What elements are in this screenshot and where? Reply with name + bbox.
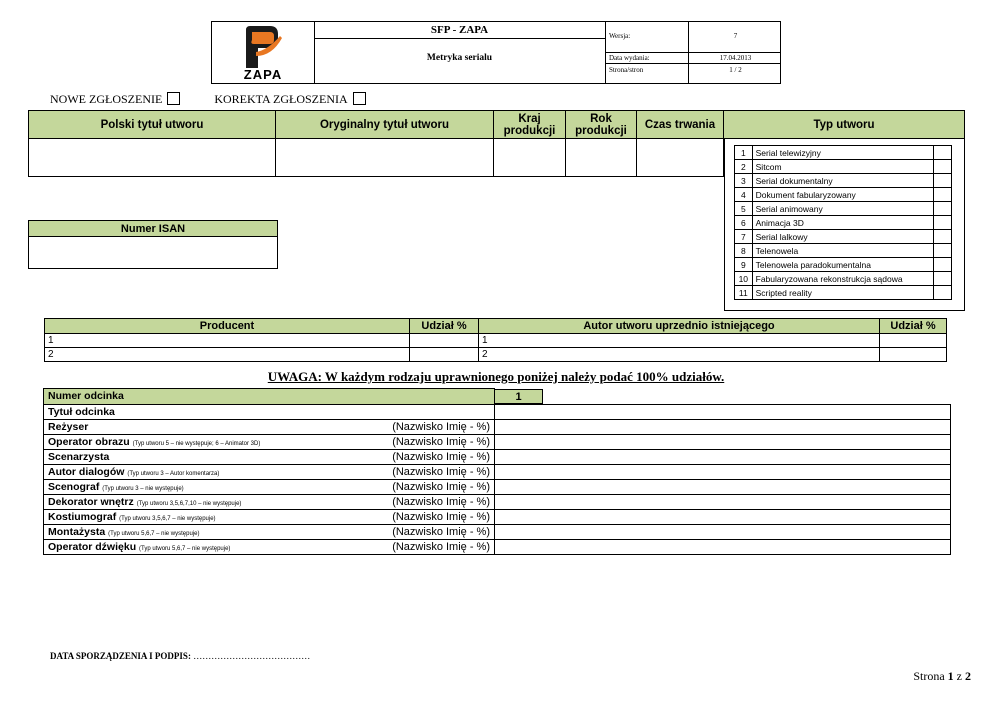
episode-number-value[interactable]: 1: [495, 389, 543, 404]
signature-line: [50, 651, 310, 661]
type-number: 10: [735, 272, 753, 286]
org-name: SFP - ZAPA: [314, 22, 605, 39]
type-row: [735, 174, 952, 188]
type-list-box: [724, 138, 965, 311]
episode-title-label: Tytuł odcinka: [44, 404, 495, 419]
type-number: 5: [735, 202, 753, 216]
type-row: [735, 286, 952, 300]
type-row: [735, 216, 952, 230]
col-original-title: Oryginalny tytuł utworu: [276, 111, 494, 139]
role-name: Reżyser: [48, 420, 89, 433]
role-note: (Typ utworu 3,5,6,7,10 – nie występuje): [136, 500, 242, 507]
role-input[interactable]: [495, 449, 951, 464]
role-input[interactable]: [495, 464, 951, 479]
type-row: [735, 188, 952, 202]
episode-table: [43, 388, 951, 555]
type-label: Dokument fabularyzowany: [752, 188, 934, 202]
episode-number-cell: [495, 389, 951, 405]
type-label: Telenowela paradokumentalna: [752, 258, 934, 272]
role-hint: (Nazwisko Imię - %): [373, 524, 495, 539]
country-input[interactable]: [494, 139, 566, 177]
role-note: (Typ utworu 3,5,6,7 – nie występuje): [119, 515, 216, 522]
page-current: 1: [947, 669, 954, 683]
role-row: [44, 524, 951, 539]
form-title: Metryka serialu: [426, 53, 493, 63]
duration-input[interactable]: [637, 139, 724, 177]
role-hint: (Nazwisko Imię - %): [373, 494, 495, 509]
document-header: [211, 21, 781, 84]
notice: UWAGA: W każdym rodzaju uprawnionego poniżej należy podać 100% udziałów.: [267, 369, 725, 384]
meta-block: [605, 22, 780, 83]
role-name: Operator dźwięku: [48, 540, 137, 553]
role-name: Autor dialogów: [48, 465, 125, 478]
isan-label: Numer ISAN: [29, 221, 278, 237]
role-note: (Typ utworu 5,6,7 – nie występuje): [108, 530, 200, 537]
role-input[interactable]: [495, 509, 951, 524]
type-number: 2: [735, 160, 753, 174]
submission-type-row: [50, 92, 366, 107]
producers-table: [44, 318, 947, 362]
type-label: Telenowela: [752, 244, 934, 258]
page-number: [913, 669, 971, 684]
type-checkbox[interactable]: [934, 230, 952, 244]
type-row: [735, 230, 952, 244]
col-author-share: Udział %: [880, 319, 947, 334]
author-share-1[interactable]: [880, 334, 947, 348]
role-hint: (Nazwisko Imię - %): [373, 509, 495, 524]
role-label-cell: [44, 539, 373, 554]
type-label: Serial dokumentalny: [752, 174, 934, 188]
title-cell: [314, 22, 606, 83]
col-type: Typ utworu: [724, 111, 965, 139]
author-share-2[interactable]: [880, 348, 947, 362]
type-checkbox[interactable]: [934, 286, 952, 300]
type-label: Serial lalkowy: [752, 230, 934, 244]
type-label: Sitcom: [752, 160, 934, 174]
col-producer-share: Udział %: [410, 319, 479, 334]
meta-line: [605, 63, 780, 64]
type-number: 8: [735, 244, 753, 258]
type-label: Scripted reality: [752, 286, 934, 300]
type-checkbox[interactable]: [934, 174, 952, 188]
col-duration: Czas trwania: [637, 111, 724, 139]
role-row: [44, 449, 951, 464]
role-label-cell: [44, 494, 373, 509]
logo-text: ZAPA: [243, 67, 283, 82]
role-row: [44, 494, 951, 509]
type-row: [735, 244, 952, 258]
type-label: Serial animowany: [752, 202, 934, 216]
type-row: [735, 160, 952, 174]
type-row: [735, 202, 952, 216]
type-row: [735, 272, 952, 286]
col-year: Rok produkcji: [566, 111, 637, 139]
type-number: 7: [735, 230, 753, 244]
meta-line: [605, 52, 780, 53]
role-input[interactable]: [495, 479, 951, 494]
type-label: Animacja 3D: [752, 216, 934, 230]
isan-table: [28, 220, 278, 269]
role-label-cell: [44, 509, 373, 524]
role-hint: (Nazwisko Imię - %): [373, 449, 495, 464]
role-row: [44, 539, 951, 554]
type-number: 3: [735, 174, 753, 188]
producer-row-2[interactable]: 2: [45, 348, 410, 362]
col-polish-title: Polski tytuł utworu: [29, 111, 276, 139]
role-hint: (Nazwisko Imię - %): [373, 539, 495, 554]
type-label: Serial telewizyjny: [752, 146, 934, 160]
role-note: (Typ utworu 5 – nie występuje; 6 – Animator 3D): [132, 440, 261, 447]
role-input[interactable]: [495, 434, 951, 449]
author-row-2[interactable]: 2: [479, 348, 880, 362]
author-row-1[interactable]: 1: [479, 334, 880, 348]
year-input[interactable]: [566, 139, 637, 177]
meta-pages-label: Strona/stron: [609, 66, 644, 74]
type-checkbox[interactable]: [934, 258, 952, 272]
correction-label: KOREKTA ZGŁOSZENIA: [214, 92, 348, 106]
role-name: Scenarzysta: [48, 450, 110, 463]
type-number: 11: [735, 286, 753, 300]
role-hint: (Nazwisko Imię - %): [373, 479, 495, 494]
type-checkbox[interactable]: [934, 160, 952, 174]
meta-date-label: Data wydania:: [609, 54, 650, 62]
role-row: [44, 479, 951, 494]
role-name: Kostiumograf: [48, 510, 117, 523]
role-row: [44, 464, 951, 479]
type-row: [735, 146, 952, 160]
role-hint: (Nazwisko Imię - %): [373, 434, 495, 449]
role-label-cell: [44, 479, 373, 494]
role-row: [44, 509, 951, 524]
producer-row-1[interactable]: 1: [45, 334, 410, 348]
type-number: 9: [735, 258, 753, 272]
meta-version-label: Wersja:: [609, 32, 631, 40]
isan-input[interactable]: [29, 237, 278, 269]
type-checkbox[interactable]: [934, 146, 952, 160]
role-label-cell: [44, 449, 373, 464]
type-checkbox[interactable]: [934, 216, 952, 230]
role-note: (Typ utworu 5,6,7 – nie występuje): [139, 545, 231, 552]
producer-share-1[interactable]: [410, 334, 479, 348]
type-checkbox[interactable]: [934, 244, 952, 258]
role-name: Montażysta: [48, 525, 106, 538]
type-row: [735, 258, 952, 272]
col-author: Autor utworu uprzednio istniejącego: [479, 319, 880, 334]
role-hint: (Nazwisko Imię - %): [373, 464, 495, 479]
role-name: Dekorator wnętrz: [48, 495, 134, 508]
type-number: 1: [735, 146, 753, 160]
episode-number-label: Numer odcinka: [44, 389, 495, 405]
role-input[interactable]: [495, 539, 951, 554]
type-number: 4: [735, 188, 753, 202]
page-total: 2: [965, 669, 971, 683]
correction-checkbox[interactable]: [353, 92, 366, 105]
role-name: Operator obrazu: [48, 435, 130, 448]
col-country: Kraj produkcji: [494, 111, 566, 139]
role-note: (Typ utworu 3 – Autor komentarza): [127, 470, 220, 477]
signature-label: DATA SPORZĄDZENIA I PODPIS:: [50, 651, 191, 661]
meta-pages-value: 1 / 2: [729, 66, 742, 74]
type-checkbox[interactable]: [934, 202, 952, 216]
role-row: [44, 434, 951, 449]
polish-title-input[interactable]: [29, 139, 276, 177]
role-label-cell: [44, 434, 373, 449]
role-label-cell: [44, 419, 373, 434]
type-number: 6: [735, 216, 753, 230]
role-name: Scenograf: [48, 480, 100, 493]
new-submission-label: NOWE ZGŁOSZENIE: [50, 92, 163, 106]
signature-dots[interactable]: …………………………………: [193, 651, 311, 661]
meta-date-value: 17.04.2013: [719, 54, 752, 62]
role-input[interactable]: [495, 494, 951, 509]
type-list: [734, 145, 952, 300]
episode-title-input[interactable]: [495, 404, 951, 419]
producer-share-2[interactable]: [410, 348, 479, 362]
role-hint: (Nazwisko Imię - %): [373, 419, 495, 434]
role-label-cell: [44, 464, 373, 479]
original-title-input[interactable]: [276, 139, 494, 177]
col-producer: Producent: [45, 319, 410, 334]
new-submission-checkbox[interactable]: [167, 92, 180, 105]
type-checkbox[interactable]: [934, 272, 952, 286]
role-input[interactable]: [495, 524, 951, 539]
role-input[interactable]: [495, 419, 951, 434]
meta-version-value: 7: [733, 32, 738, 40]
type-label: Fabularyzowana rekonstrukcja sądowa: [752, 272, 934, 286]
role-row: [44, 419, 951, 434]
page-prefix: Strona: [913, 669, 945, 683]
logo-cell: [212, 22, 315, 83]
role-label-cell: [44, 524, 373, 539]
role-note: (Typ utworu 3 – nie występuje): [102, 485, 184, 492]
page-sep: z: [956, 669, 962, 683]
type-checkbox[interactable]: [934, 188, 952, 202]
